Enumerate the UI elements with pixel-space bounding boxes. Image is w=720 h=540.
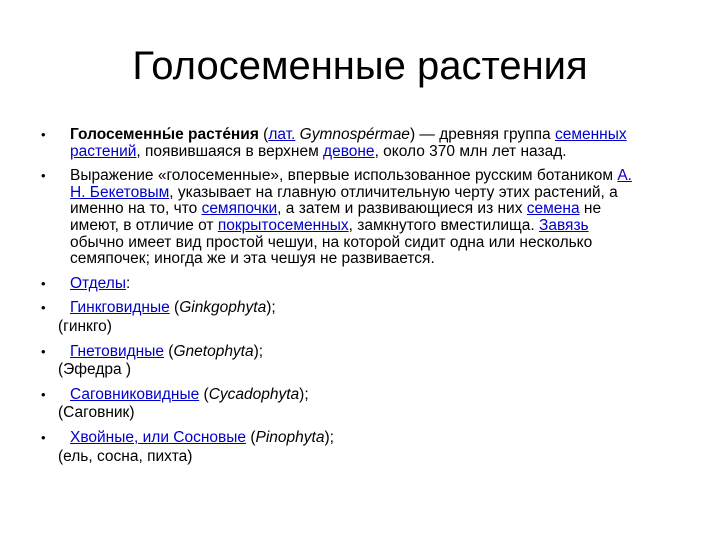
- text: , указывает на главную отличительную черту этих растений, а именно на то, что: [70, 183, 618, 218]
- sub-note-conifers: (ель, сосна, пихта): [58, 447, 193, 465]
- text: , замкнутого вместилища.: [348, 216, 540, 234]
- latin-name: Gymnospérmae: [295, 126, 410, 143]
- latin-name: Cycadophyta: [208, 385, 300, 403]
- link-divisions[interactable]: Отделы: [70, 274, 126, 292]
- latin-name: Gnetophyta: [173, 342, 254, 360]
- link-ovules[interactable]: семяпочки: [201, 200, 278, 218]
- text: :: [125, 274, 131, 292]
- sub-note-cycad: (Саговник): [58, 404, 135, 422]
- text: Выражение «голосеменные», впервые использованное русским ботаником: [70, 167, 618, 185]
- link-beketov[interactable]: А. Н. Бекетовым: [70, 167, 632, 201]
- bullet: •: [41, 168, 46, 184]
- list-item-divisions: [0, 276, 640, 293]
- link-angiosperms[interactable]: покрытосеменных: [217, 216, 349, 234]
- text: , появившаяся в верхнем: [136, 142, 324, 160]
- link-ginkgophyta[interactable]: Гинкговидные: [70, 299, 170, 317]
- latin-name: Ginkgophyta: [179, 299, 267, 317]
- text: , около 370 млн лет назад.: [374, 142, 567, 160]
- list-item-ginkgophyta: [0, 300, 640, 317]
- list-item-pinophyta: [0, 430, 640, 447]
- text: (: [199, 385, 209, 403]
- bullet: •: [41, 300, 46, 316]
- list-item-definition: [0, 127, 640, 160]
- text: (: [246, 428, 256, 446]
- text: (: [164, 342, 174, 360]
- text: );: [266, 299, 276, 317]
- text: ) — древняя группа: [409, 126, 555, 143]
- text: , а затем и развивающиеся из них: [277, 200, 527, 218]
- bullet: •: [41, 127, 46, 142]
- sub-note-ephedra: (Эфедра ): [58, 361, 132, 379]
- bullet: •: [41, 386, 46, 402]
- term-gymnosperms: Голосеменны́е расте́ния: [70, 126, 259, 143]
- text: );: [299, 385, 309, 403]
- link-lat[interactable]: лат.: [268, 126, 296, 143]
- text: );: [324, 428, 334, 446]
- link-seeds[interactable]: семена: [526, 200, 580, 218]
- text: );: [253, 342, 264, 360]
- bullet: •: [41, 429, 46, 445]
- bullet: •: [41, 343, 46, 359]
- sub-note-ginkgo: (гинкго): [58, 317, 112, 335]
- link-devon[interactable]: девоне: [323, 142, 375, 160]
- link-seed-plants[interactable]: семенных растений: [70, 126, 627, 160]
- list-item-gnetophyta: [0, 344, 640, 361]
- list-item-etymology: [0, 168, 640, 268]
- text: (: [169, 299, 180, 317]
- slide-content: [0, 127, 720, 465]
- latin-name: Pinophyta: [255, 428, 325, 446]
- bullet: •: [41, 275, 46, 291]
- link-gnetophyta[interactable]: Гнетовидные: [70, 342, 164, 360]
- text: (: [258, 126, 269, 143]
- list-item-cycadophyta: [0, 387, 640, 404]
- link-ovary[interactable]: Завязь: [539, 216, 589, 234]
- link-cycadophyta[interactable]: Саговниковидные: [70, 385, 200, 403]
- link-pinophyta[interactable]: Хвойные, или Сосновые: [70, 428, 247, 446]
- text: не имеют, в отличие от: [70, 200, 602, 234]
- slide-title: Голосеменные растения: [132, 44, 588, 88]
- text: обычно имеет вид простой чешуи, на которой сидит одна или несколько семяпочек; иногда же и эта чешуя не развивается.: [70, 233, 593, 268]
